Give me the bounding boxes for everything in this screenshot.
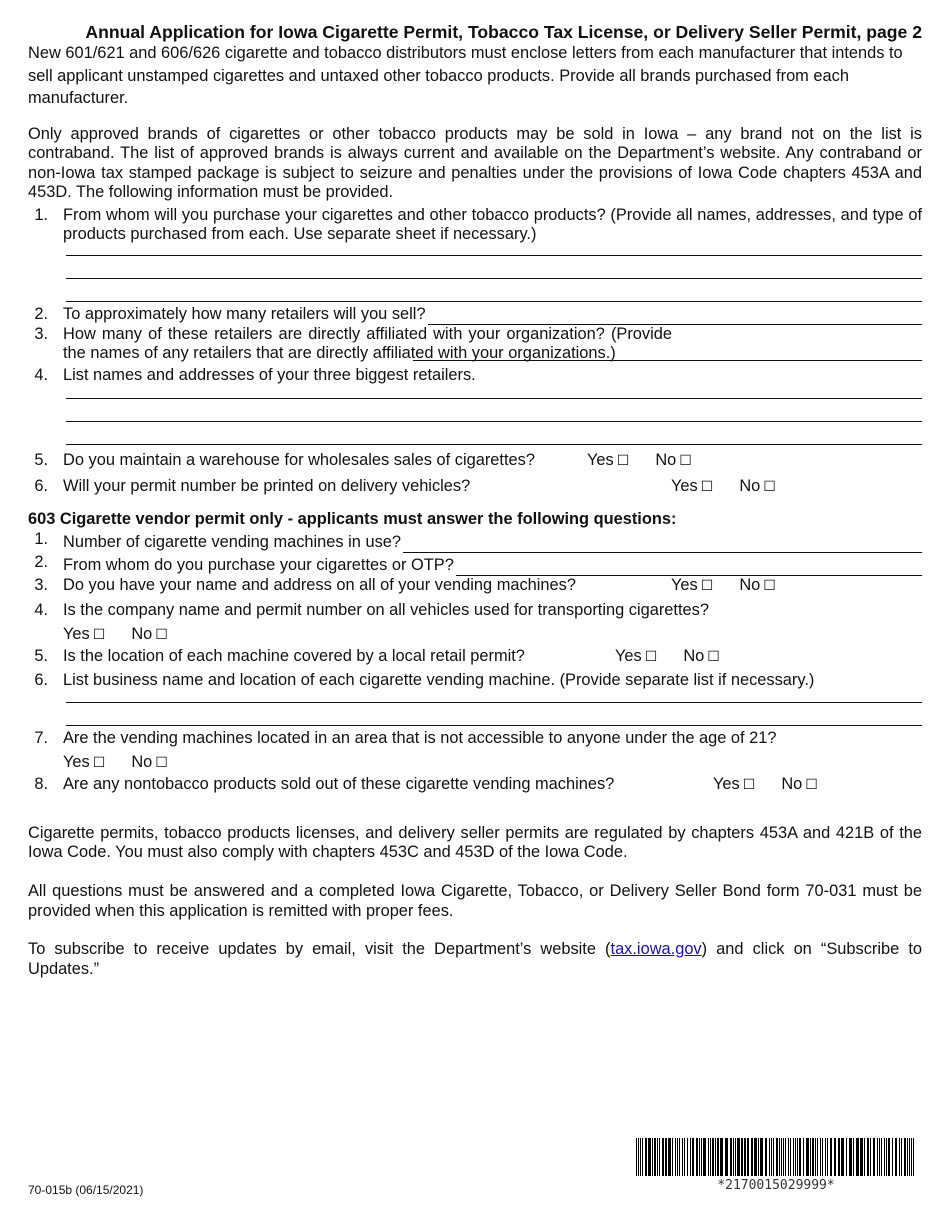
barcode-bar (856, 1138, 859, 1176)
nontobacco-no-checkbox[interactable]: ☐ (805, 776, 818, 793)
answer-line[interactable] (66, 385, 922, 399)
barcode-bar (744, 1138, 746, 1176)
barcode-bar (907, 1138, 908, 1176)
answer-line[interactable] (66, 399, 922, 422)
barcode-bar (779, 1138, 780, 1176)
barcode-bar (677, 1138, 678, 1176)
vendor-question-7-answer: Yes ☐ No ☐ (63, 752, 168, 771)
form-code: 70-015b (06/15/2021) (28, 1183, 144, 1197)
barcode-bar (892, 1138, 893, 1176)
barcode-bar (846, 1138, 847, 1176)
barcode-bar (690, 1138, 691, 1176)
barcode-bar (715, 1138, 716, 1176)
vendor-question-3: 3. Do you have your name and address on all of your vending machines? Yes ☐ No ☐ (34, 576, 776, 595)
barcode-bar (733, 1138, 734, 1176)
barcode-bar (810, 1138, 811, 1176)
barcode-bar (640, 1138, 641, 1176)
barcode-bar (699, 1138, 700, 1176)
barcode-bar (717, 1138, 719, 1176)
bond-paragraph: All questions must be answered and a completed Iowa Cigarette, Tobacco, or Delivery Seller Bond form 70-031 must be provided when this application is remitted with proper fees. (28, 882, 922, 920)
barcode-bar (760, 1138, 763, 1176)
answer-line[interactable] (66, 690, 922, 703)
barcode-bar (773, 1138, 774, 1176)
question-4: 4. List names and addresses of your three biggest retailers. (34, 365, 476, 384)
distributor-questions (28, 206, 922, 245)
barcode-bar (870, 1138, 871, 1176)
barcode-bar (860, 1138, 863, 1176)
barcode (636, 1138, 916, 1176)
vehicle-name-yes-checkbox[interactable]: ☐ (92, 626, 106, 643)
barcode-bar (662, 1138, 664, 1176)
barcode-bar (815, 1138, 816, 1176)
barcode-bar (790, 1138, 791, 1176)
barcode-bar (642, 1138, 643, 1176)
barcode-bar (838, 1138, 840, 1176)
barcode-bar (758, 1138, 759, 1176)
barcode-bar (684, 1138, 685, 1176)
barcode-bar (692, 1138, 694, 1176)
barcode-bar (668, 1138, 671, 1176)
barcode-bar (771, 1138, 772, 1176)
barcode-bar (899, 1138, 900, 1176)
barcode-bar (672, 1138, 673, 1176)
barcode-bar (812, 1138, 814, 1176)
barcode-bar (679, 1138, 680, 1176)
question-6: 6. Will your permit number be printed on delivery vehicles? Yes ☐ No ☐ (34, 477, 776, 496)
barcode-bar (834, 1138, 836, 1176)
name-address-no-checkbox[interactable]: ☐ (763, 578, 776, 595)
subscribe-paragraph: To subscribe to receive updates by email, visit the Department’s website (tax.iowa.gov) and click on “Subscribe to Updates.” (28, 940, 922, 978)
barcode-bar (754, 1138, 757, 1176)
barcode-bar (901, 1138, 902, 1176)
nontobacco-yes-checkbox[interactable]: ☐ (742, 776, 756, 793)
barcode-bar (867, 1138, 869, 1176)
barcode-bar (687, 1138, 688, 1176)
retail-permit-no-checkbox[interactable]: ☐ (707, 648, 720, 665)
barcode-bar (708, 1138, 709, 1176)
barcode-bar (638, 1138, 639, 1176)
barcode-bar (657, 1138, 658, 1176)
barcode-bar (793, 1138, 794, 1176)
barcode-number: *2170015029999* (717, 1178, 835, 1193)
barcode-bar (783, 1138, 784, 1176)
vendor-question-6: 6. List business name and location of each cigarette vending machine. (Provide separate list if necessary.) (34, 670, 815, 689)
answer-line[interactable] (66, 256, 922, 279)
vendor-question-2: 2. From whom do you purchase your cigarettes or OTP? (28, 553, 922, 576)
regulation-paragraph: Cigarette permits, tobacco products licenses, and delivery seller permits are regulated by chapters 453A and 421B of the Iowa Code. You must also comply with chapters 453C and 453D of the Iowa Code. (28, 823, 922, 862)
barcode-bar (712, 1138, 714, 1176)
barcode-bar (830, 1138, 832, 1176)
barcode-bar (888, 1138, 890, 1176)
barcode-bar (696, 1138, 698, 1176)
barcode-bar (817, 1138, 818, 1176)
vendor-question-8: 8. Are any nontobacco products sold out of these cigarette vending machines? Yes ☐ No ☐ (34, 774, 818, 793)
age-restriction-yes-checkbox[interactable]: ☐ (92, 754, 106, 771)
barcode-bar (659, 1138, 660, 1176)
barcode-bar (648, 1138, 651, 1176)
barcode-bar (795, 1138, 796, 1176)
barcode-bar (741, 1138, 743, 1176)
barcode-bar (788, 1138, 789, 1176)
barcode-bar (864, 1138, 865, 1176)
question-5: 5. Do you maintain a warehouse for wholesales sales of cigarettes? Yes ☐ No ☐ (34, 451, 692, 470)
barcode-bar (751, 1138, 753, 1176)
answer-line[interactable] (66, 422, 922, 445)
vendor-question-7: 7. Are the vending machines located in an area that is not accessible to anyone under the age of 21? (34, 729, 777, 748)
barcode-bar (636, 1138, 637, 1176)
barcode-bar (873, 1138, 875, 1176)
warehouse-yes-checkbox[interactable]: ☐ (616, 453, 630, 470)
intro-paragraph-2: Only approved brands of cigarettes or other tobacco products may be sold in Iowa – any brand not on the list is contraband. The list of approved brands is always current and available on the Department’s website. Any contraband or non-Iowa tax stamped package is subject to seizure and penalties under the provisions of Iowa Code chapters 453A and 453D. The following information must be provided. (28, 124, 922, 202)
barcode-bar (781, 1138, 782, 1176)
vendor-questions (28, 530, 922, 690)
vending-machine-count-field[interactable] (403, 537, 922, 553)
age-restriction-no-checkbox[interactable]: ☐ (155, 754, 168, 771)
barcode-bar (654, 1138, 656, 1176)
barcode-bar (682, 1138, 683, 1176)
barcode-bar (765, 1138, 767, 1176)
vehicle-permit-no-checkbox[interactable]: ☐ (763, 479, 776, 496)
barcode-bar (785, 1138, 786, 1176)
vendor-questions-cont (28, 729, 922, 799)
barcode-bar (803, 1138, 804, 1176)
barcode-bar (886, 1138, 887, 1176)
barcode-bar (645, 1138, 647, 1176)
barcode-bar (747, 1138, 749, 1176)
answer-line[interactable] (66, 279, 922, 302)
barcode-bar (911, 1138, 912, 1176)
barcode-bar (675, 1138, 676, 1176)
vendor-question-1: 1. Number of cigarette vending machines in use? (28, 530, 922, 553)
barcode-bar (822, 1138, 823, 1176)
retailer-count-field[interactable] (428, 309, 922, 325)
barcode-bar (735, 1138, 736, 1176)
barcode-bar (737, 1138, 740, 1176)
barcode-bar (769, 1138, 770, 1176)
barcode-bar (797, 1138, 798, 1176)
barcode-bar (799, 1138, 801, 1176)
barcode-bar (701, 1138, 702, 1176)
question-1: 1. From whom will you purchase your cigarettes and other tobacco products? (Provide all names, addresses, and type of products purchased from each. Use separate sheet if necessary.) (34, 205, 922, 244)
barcode-bar (725, 1138, 728, 1176)
distributor-questions-yesno (28, 451, 922, 501)
barcode-bar (884, 1138, 885, 1176)
page-title: Annual Application for Iowa Cigarette Permit, Tobacco Tax License, or Delivery Seller Permit, page 2 (85, 22, 922, 42)
tax-website-link[interactable]: tax.iowa.gov (610, 940, 702, 959)
answer-line[interactable] (66, 245, 922, 256)
barcode-bar (913, 1138, 914, 1176)
vendor-question-4: 4. Is the company name and permit number on all vehicles used for transporting cigarettes? (34, 601, 709, 620)
barcode-bar (652, 1138, 653, 1176)
barcode-bar (895, 1138, 897, 1176)
barcode-bar (841, 1138, 844, 1176)
barcode-bar (909, 1138, 910, 1176)
vendor-question-5: 5. Is the location of each machine covered by a local retail permit? Yes ☐ No ☐ (34, 646, 720, 665)
answer-line[interactable] (66, 703, 922, 726)
barcode-bar (665, 1138, 667, 1176)
barcode-bar (710, 1138, 711, 1176)
barcode-bar (879, 1138, 880, 1176)
vendor-section-heading: 603 Cigarette vendor permit only - applicants must answer the following questions: (28, 510, 677, 529)
vendor-question-4-answer: Yes ☐ No ☐ (63, 624, 168, 643)
barcode-bar (904, 1138, 906, 1176)
question-3: 3. How many of these retailers are directly affiliated with your organization? (Provide the names of any retailers that are directly affiliated with your organizations.) (28, 325, 922, 364)
barcode-bar (827, 1138, 828, 1176)
name-address-yes-checkbox[interactable]: ☐ (700, 578, 714, 595)
barcode-bar (877, 1138, 878, 1176)
barcode-bar (806, 1138, 809, 1176)
barcode-bar (849, 1138, 852, 1176)
affiliated-retailers-field[interactable] (413, 360, 922, 361)
barcode-bar (881, 1138, 882, 1176)
vehicle-permit-yes-checkbox[interactable]: ☐ (700, 479, 714, 496)
barcode-bar (853, 1138, 854, 1176)
retail-permit-yes-checkbox[interactable]: ☐ (644, 648, 658, 665)
barcode-bar (820, 1138, 821, 1176)
question-2: 2. To approximately how many retailers will you sell? (28, 305, 922, 325)
barcode-bar (825, 1138, 826, 1176)
barcode-bar (720, 1138, 723, 1176)
warehouse-no-checkbox[interactable]: ☐ (679, 453, 692, 470)
distributor-questions-cont (28, 305, 922, 385)
barcode-bar (776, 1138, 778, 1176)
vehicle-name-no-checkbox[interactable]: ☐ (155, 626, 168, 643)
barcode-bar (730, 1138, 732, 1176)
barcode-bar (703, 1138, 706, 1176)
supplier-field[interactable] (456, 560, 922, 576)
intro-paragraph-1: New 601/621 and 606/626 cigarette and tobacco distributors must enclose letters from each manufacturer that intends to sell applicant unstamped cigarettes and untaxed other tobacco products. Provide all brands purchased from each manufacturer. (28, 44, 903, 107)
form-page (28, 22, 922, 979)
